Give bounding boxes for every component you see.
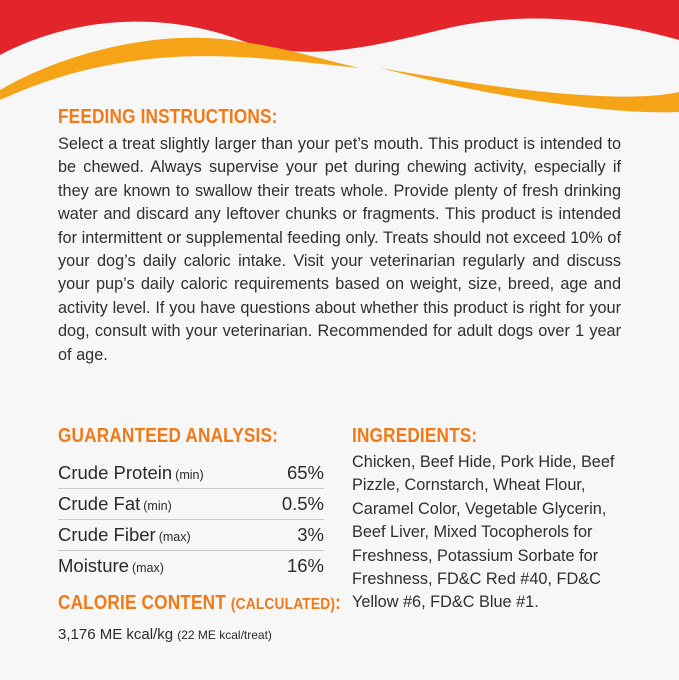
nutrient-value: 65% bbox=[286, 462, 324, 483]
analysis-row-fiber bbox=[58, 520, 324, 551]
nutrient-name: Crude Fat bbox=[58, 493, 141, 514]
guaranteed-analysis-heading: GUARANTEED ANALYSIS: bbox=[58, 425, 279, 447]
nutrient-unit: (max) bbox=[158, 530, 191, 544]
calorie-heading-text: CALORIE CONTENT bbox=[58, 592, 226, 614]
decorative-waves bbox=[0, 0, 679, 120]
feeding-instructions-heading: FEEDING INSTRUCTIONS: bbox=[58, 106, 278, 128]
analysis-row-protein bbox=[58, 458, 324, 489]
nutrient-value: 16% bbox=[286, 555, 324, 576]
nutrient-value: 3% bbox=[297, 524, 324, 545]
nutrient-unit: (max) bbox=[131, 561, 164, 575]
nutrient-unit: (min) bbox=[143, 499, 172, 513]
orange-wave-right bbox=[380, 68, 679, 112]
guaranteed-analysis-table bbox=[58, 458, 324, 581]
analysis-row-moisture bbox=[58, 551, 324, 581]
calorie-content-heading bbox=[58, 592, 341, 615]
calorie-colon: : bbox=[335, 592, 341, 614]
calorie-content-value bbox=[58, 626, 272, 643]
nutrient-name: Crude Fiber bbox=[58, 524, 156, 545]
calorie-per-treat: (22 ME kcal/treat) bbox=[177, 628, 272, 642]
nutrient-value: 0.5% bbox=[281, 493, 324, 514]
calorie-calculated-label: (CALCULATED) bbox=[230, 596, 336, 613]
nutrient-name: Crude Protein bbox=[58, 462, 173, 483]
nutrient-unit: (min) bbox=[175, 468, 204, 482]
analysis-row-fat bbox=[58, 489, 324, 520]
feeding-instructions-text: Select a treat slightly larger than your pet’s mouth. This product is intended to be chewed. Always supervise your pet during chewing activity, especially if they are known to swallow their treats whole. Provide plenty of fresh drinking water and discard any leftover chunks or fragments. This product is intended for intermittent or supplemental feeding only. Treats should not exceed 10% of your dog’s daily caloric intake. Visit your veterinarian regularly and discuss your pup’s daily caloric requirements based on weight, size, breed, age and activity level. If you have questions about whether this product is right for your dog, consult with your veterinarian. Recommended for adult dogs over 1 year of age. bbox=[58, 135, 621, 364]
ingredients-text: Chicken, Beef Hide, Pork Hide, Beef Pizzle, Cornstarch, Wheat Flour, Caramel Color, Vegetable Glycerin, Beef Liver, Mixed Tocopherols for Freshness, Potassium Sorbate for Freshness, FD&C Red #40, FD&C Yellow #6, FD&C Blue #1. bbox=[352, 453, 615, 612]
ingredients-heading: INGREDIENTS: bbox=[352, 425, 478, 447]
calorie-per-kg: 3,176 ME kcal/kg bbox=[58, 626, 174, 643]
red-wave bbox=[0, 0, 679, 55]
nutrient-name: Moisture bbox=[58, 555, 129, 576]
